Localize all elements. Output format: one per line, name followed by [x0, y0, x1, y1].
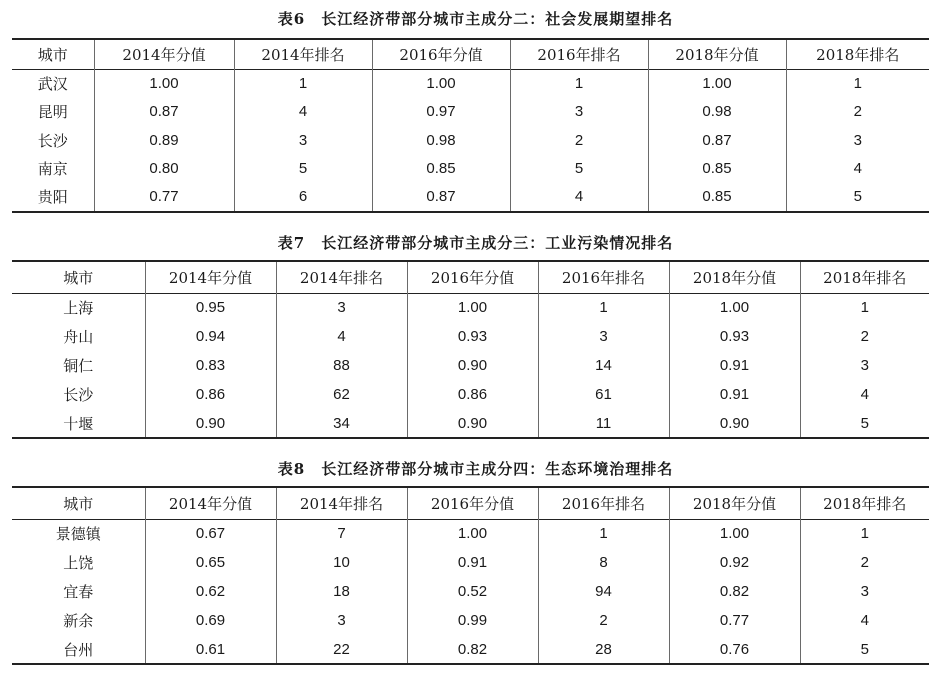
value-cell: 0.98	[372, 126, 510, 155]
value-cell: 0.99	[407, 606, 538, 635]
table-row	[12, 577, 929, 606]
value-cell: 1.00	[669, 519, 800, 548]
value-cell: 0.87	[648, 126, 786, 155]
value-cell: 0.80	[94, 155, 234, 184]
column-header: 2014年排名	[276, 487, 407, 519]
table-body	[12, 519, 929, 664]
value-cell: 2	[538, 606, 669, 635]
table-header	[12, 261, 929, 293]
value-cell: 0.89	[94, 126, 234, 155]
value-cell: 0.85	[372, 155, 510, 184]
value-cell: 0.82	[669, 577, 800, 606]
value-cell: 0.97	[372, 98, 510, 127]
value-cell: 34	[276, 409, 407, 438]
value-cell: 3	[786, 126, 929, 155]
value-cell: 1	[800, 293, 929, 322]
value-cell: 3	[510, 98, 648, 127]
value-cell: 0.65	[145, 548, 276, 577]
value-cell: 0.86	[407, 380, 538, 409]
value-cell: 0.82	[407, 635, 538, 664]
value-cell: 3	[276, 606, 407, 635]
value-cell: 0.98	[648, 98, 786, 127]
table-row	[12, 155, 929, 184]
city-cell: 新余	[63, 612, 94, 630]
value-cell: 1	[800, 519, 929, 548]
table-row	[12, 519, 929, 548]
value-cell: 1	[538, 519, 669, 548]
table-row	[12, 351, 929, 380]
value-cell: 4	[510, 183, 648, 212]
value-cell: 7	[276, 519, 407, 548]
value-cell: 2	[510, 126, 648, 155]
value-cell: 1.00	[372, 69, 510, 98]
value-cell: 1	[234, 69, 372, 98]
column-header: 2014年分值	[145, 261, 276, 293]
value-cell: 0.87	[372, 183, 510, 212]
value-cell: 28	[538, 635, 669, 664]
value-cell: 3	[234, 126, 372, 155]
column-header: 2018年分值	[669, 487, 800, 519]
table-row	[12, 126, 929, 155]
value-cell: 3	[276, 293, 407, 322]
value-cell: 11	[538, 409, 669, 438]
data-table	[12, 260, 929, 439]
table-row	[12, 322, 929, 351]
city-cell: 铜仁	[63, 357, 94, 375]
data-table	[12, 486, 929, 665]
column-header: 2016年分值	[372, 39, 510, 69]
value-cell: 0.90	[145, 409, 276, 438]
value-cell: 5	[510, 155, 648, 184]
city-cell: 贵阳	[37, 188, 68, 207]
data-table	[12, 38, 929, 213]
city-cell: 武汉	[37, 75, 68, 93]
value-cell: 0.62	[145, 577, 276, 606]
value-cell: 0.86	[145, 380, 276, 409]
value-cell: 1.00	[407, 293, 538, 322]
value-cell: 0.92	[669, 548, 800, 577]
column-header-city: 城市	[63, 494, 94, 513]
city-cell: 昆明	[37, 103, 68, 122]
table-row	[12, 293, 929, 322]
value-cell: 61	[538, 380, 669, 409]
value-cell: 0.52	[407, 577, 538, 606]
column-header: 2014年排名	[234, 39, 372, 69]
table-header	[12, 39, 929, 69]
table-row	[12, 409, 929, 438]
value-cell: 1.00	[407, 519, 538, 548]
value-cell: 4	[800, 380, 929, 409]
value-cell: 0.90	[407, 351, 538, 380]
table-row	[12, 69, 929, 98]
value-cell: 5	[800, 635, 929, 664]
value-cell: 1	[538, 293, 669, 322]
value-cell: 94	[538, 577, 669, 606]
column-header: 2018年分值	[669, 261, 800, 293]
table-caption: 表7 长江经济带部分城市主成分三：工业污染情况排名	[277, 234, 674, 252]
value-cell: 0.67	[145, 519, 276, 548]
column-header: 2018年排名	[786, 39, 929, 69]
value-cell: 5	[800, 409, 929, 438]
value-cell: 0.76	[669, 635, 800, 664]
value-cell: 2	[800, 548, 929, 577]
column-header: 2014年排名	[276, 261, 407, 293]
value-cell: 0.85	[648, 155, 786, 184]
value-cell: 0.93	[669, 322, 800, 351]
value-cell: 88	[276, 351, 407, 380]
table-row	[12, 635, 929, 664]
value-cell: 1	[510, 69, 648, 98]
value-cell: 5	[234, 155, 372, 184]
column-header: 2016年排名	[510, 39, 648, 69]
value-cell: 3	[538, 322, 669, 351]
column-header: 2016年排名	[538, 261, 669, 293]
column-header: 2014年分值	[94, 39, 234, 69]
city-cell: 南京	[37, 160, 68, 179]
value-cell: 0.77	[669, 606, 800, 635]
value-cell: 0.94	[145, 322, 276, 351]
table-caption: 表6 长江经济带部分城市主成分二：社会发展期望排名	[277, 10, 674, 28]
table-body	[12, 69, 929, 212]
value-cell: 3	[800, 577, 929, 606]
city-cell: 景德镇	[55, 525, 101, 544]
value-cell: 8	[538, 548, 669, 577]
value-cell: 1.00	[669, 293, 800, 322]
column-header-city: 城市	[37, 45, 68, 64]
city-cell: 台州	[63, 640, 94, 659]
value-cell: 4	[800, 606, 929, 635]
value-cell: 0.91	[669, 380, 800, 409]
value-cell: 0.69	[145, 606, 276, 635]
column-header-city: 城市	[63, 268, 94, 287]
value-cell: 3	[800, 351, 929, 380]
value-cell: 10	[276, 548, 407, 577]
value-cell: 0.91	[669, 351, 800, 380]
value-cell: 1.00	[94, 69, 234, 98]
value-cell: 2	[800, 322, 929, 351]
table-row	[12, 606, 929, 635]
value-cell: 0.95	[145, 293, 276, 322]
value-cell: 0.87	[94, 98, 234, 127]
column-header: 2016年分值	[407, 261, 538, 293]
value-cell: 4	[786, 155, 929, 184]
value-cell: 1.00	[648, 69, 786, 98]
value-cell: 0.77	[94, 183, 234, 212]
value-cell: 0.90	[669, 409, 800, 438]
value-cell: 5	[786, 183, 929, 212]
city-cell: 宜春	[63, 583, 94, 601]
table-row	[12, 548, 929, 577]
value-cell: 4	[276, 322, 407, 351]
table-caption: 表8 长江经济带部分城市主成分四：生态环境治理排名	[277, 460, 674, 478]
value-cell: 2	[786, 98, 929, 127]
value-cell: 0.93	[407, 322, 538, 351]
column-header: 2018年排名	[800, 261, 929, 293]
city-cell: 长沙	[37, 131, 68, 150]
table-row	[12, 98, 929, 127]
table-body	[12, 293, 929, 438]
column-header: 2018年分值	[648, 39, 786, 69]
city-cell: 舟山	[63, 328, 94, 346]
city-cell: 十堰	[63, 414, 94, 433]
city-cell: 上饶	[63, 554, 94, 572]
value-cell: 6	[234, 183, 372, 212]
city-cell: 长沙	[63, 386, 94, 404]
value-cell: 1	[786, 69, 929, 98]
column-header: 2016年排名	[538, 487, 669, 519]
city-cell: 上海	[63, 299, 94, 318]
value-cell: 0.91	[407, 548, 538, 577]
value-cell: 22	[276, 635, 407, 664]
table-row	[12, 183, 929, 212]
table-header	[12, 487, 929, 519]
value-cell: 62	[276, 380, 407, 409]
value-cell: 14	[538, 351, 669, 380]
value-cell: 0.90	[407, 409, 538, 438]
column-header: 2014年分值	[145, 487, 276, 519]
value-cell: 0.83	[145, 351, 276, 380]
table-row	[12, 380, 929, 409]
column-header: 2016年分值	[407, 487, 538, 519]
value-cell: 4	[234, 98, 372, 127]
value-cell: 0.61	[145, 635, 276, 664]
column-header: 2018年排名	[800, 487, 929, 519]
value-cell: 18	[276, 577, 407, 606]
value-cell: 0.85	[648, 183, 786, 212]
